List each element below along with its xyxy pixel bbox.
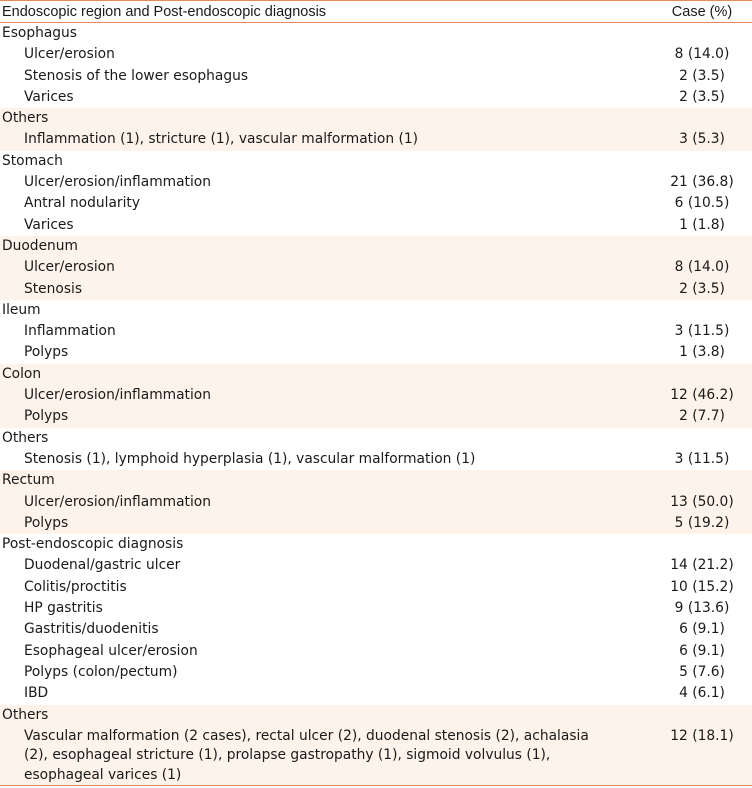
table-row xyxy=(0,406,752,427)
category-row xyxy=(0,470,752,491)
table-row xyxy=(0,683,752,704)
table-row xyxy=(0,492,752,513)
row-label: HP gastritis xyxy=(24,600,103,617)
category-title: Colon xyxy=(2,365,42,382)
table-group xyxy=(0,534,752,704)
table-row xyxy=(0,321,752,342)
row-label: Vascular malformation (2 cases), rectal ulcer (2), duodenal stenosis (2), achalasia (2), esophageal stricture (1), prolapse gastropathy (1), sigmoid volvulus (1), esophageal varices (1) xyxy=(24,727,589,783)
row-value: 8 (14.0) xyxy=(674,259,730,276)
row-label: Ulcer/erosion/inflammation xyxy=(24,387,211,404)
table-group xyxy=(0,151,752,236)
table-row xyxy=(0,598,752,619)
row-value: 6 (10.5) xyxy=(674,195,730,212)
category-title: Others xyxy=(2,706,49,723)
row-label: Polyps xyxy=(24,514,69,531)
row-value: 6 (9.1) xyxy=(679,642,725,659)
row-value: 5 (19.2) xyxy=(674,514,730,531)
table-row xyxy=(0,449,752,470)
row-label: Polyps (colon/pectum) xyxy=(24,663,178,680)
row-label: IBD xyxy=(24,685,49,702)
category-row xyxy=(0,364,752,385)
row-label: Polyps xyxy=(24,408,69,425)
row-value: 2 (3.5) xyxy=(679,88,725,105)
table-row xyxy=(0,279,752,300)
header-region-diagnosis: Endoscopic region and Post-endoscopic diagnosis xyxy=(2,3,327,20)
category-title: Stomach xyxy=(2,152,63,169)
category-title: Rectum xyxy=(2,472,55,489)
category-row xyxy=(0,108,752,129)
row-label: Stenosis of the lower esophagus xyxy=(24,67,249,84)
category-title: Ileum xyxy=(2,301,41,318)
table-group xyxy=(0,108,752,151)
row-label: Ulcer/erosion xyxy=(24,259,115,276)
table-group xyxy=(0,23,752,108)
row-value: 12 (18.1) xyxy=(670,727,734,744)
row-label: Inflammation (1), stricture (1), vascular malformation (1) xyxy=(24,131,419,148)
table-bottom-rule xyxy=(0,785,752,786)
table-row xyxy=(0,172,752,193)
row-label: Inflammation xyxy=(24,323,116,340)
row-value: 4 (6.1) xyxy=(679,685,725,702)
table-body xyxy=(0,23,752,785)
table-row xyxy=(0,641,752,662)
category-title: Duodenum xyxy=(2,237,78,254)
category-row xyxy=(0,236,752,257)
table-row xyxy=(0,513,752,534)
category-row xyxy=(0,705,752,726)
row-label: Polyps xyxy=(24,344,69,361)
table-row xyxy=(0,619,752,640)
table-row xyxy=(0,193,752,214)
table-row xyxy=(0,66,752,87)
row-label: Ulcer/erosion xyxy=(24,46,115,63)
row-label: Stenosis xyxy=(24,280,83,297)
category-title: Others xyxy=(2,110,49,127)
row-label: Colitis/proctitis xyxy=(24,578,127,595)
row-value: 2 (3.5) xyxy=(679,280,725,297)
row-label: Esophageal ulcer/erosion xyxy=(24,642,198,659)
row-label: Stenosis (1), lymphoid hyperplasia (1), vascular malformation (1) xyxy=(24,450,476,467)
row-value: 13 (50.0) xyxy=(670,493,734,510)
table-group xyxy=(0,236,752,300)
row-value: 9 (13.6) xyxy=(674,600,730,617)
row-label: Varices xyxy=(24,88,74,105)
category-row xyxy=(0,428,752,449)
category-row xyxy=(0,23,752,44)
row-value: 2 (3.5) xyxy=(679,67,725,84)
table-row xyxy=(0,257,752,278)
table-row xyxy=(0,87,752,108)
table-row xyxy=(0,662,752,683)
row-label: Ulcer/erosion/inflammation xyxy=(24,493,211,510)
row-label: Varices xyxy=(24,216,74,233)
table-group xyxy=(0,300,752,364)
row-label: Ulcer/erosion/inflammation xyxy=(24,174,211,191)
table-row xyxy=(0,577,752,598)
category-title: Esophagus xyxy=(2,25,77,41)
table-row xyxy=(0,129,752,150)
table-header xyxy=(0,0,752,23)
row-value: 6 (9.1) xyxy=(679,621,725,638)
category-title: Others xyxy=(2,429,49,446)
row-value: 12 (46.2) xyxy=(670,387,734,404)
table-row xyxy=(0,342,752,363)
row-value: 3 (11.5) xyxy=(674,450,730,467)
row-value: 5 (7.6) xyxy=(679,663,725,680)
row-label: Gastritis/duodenitis xyxy=(24,621,159,638)
row-label: Duodenal/gastric ulcer xyxy=(24,557,181,574)
category-row xyxy=(0,534,752,555)
row-value: 2 (7.7) xyxy=(679,408,725,425)
row-value: 8 (14.0) xyxy=(674,46,730,63)
category-title: Post-endoscopic diagnosis xyxy=(2,536,184,553)
row-value: 3 (5.3) xyxy=(679,131,725,148)
row-value: 1 (1.8) xyxy=(679,216,725,233)
table-row xyxy=(0,385,752,406)
table-row xyxy=(0,555,752,576)
table-row xyxy=(0,215,752,236)
table-group xyxy=(0,428,752,471)
table-group xyxy=(0,470,752,534)
row-value: 10 (15.2) xyxy=(670,578,734,595)
row-value: 14 (21.2) xyxy=(670,557,734,574)
table-group xyxy=(0,364,752,428)
row-value: 3 (11.5) xyxy=(674,323,730,340)
table-row xyxy=(0,726,752,786)
category-row xyxy=(0,300,752,321)
header-case-percent: Case (%) xyxy=(671,3,733,20)
category-row xyxy=(0,151,752,172)
row-label: Antral nodularity xyxy=(24,195,140,212)
table-group xyxy=(0,705,752,786)
table-row xyxy=(0,44,752,65)
row-value: 1 (3.8) xyxy=(679,344,725,361)
row-value: 21 (36.8) xyxy=(670,174,734,191)
